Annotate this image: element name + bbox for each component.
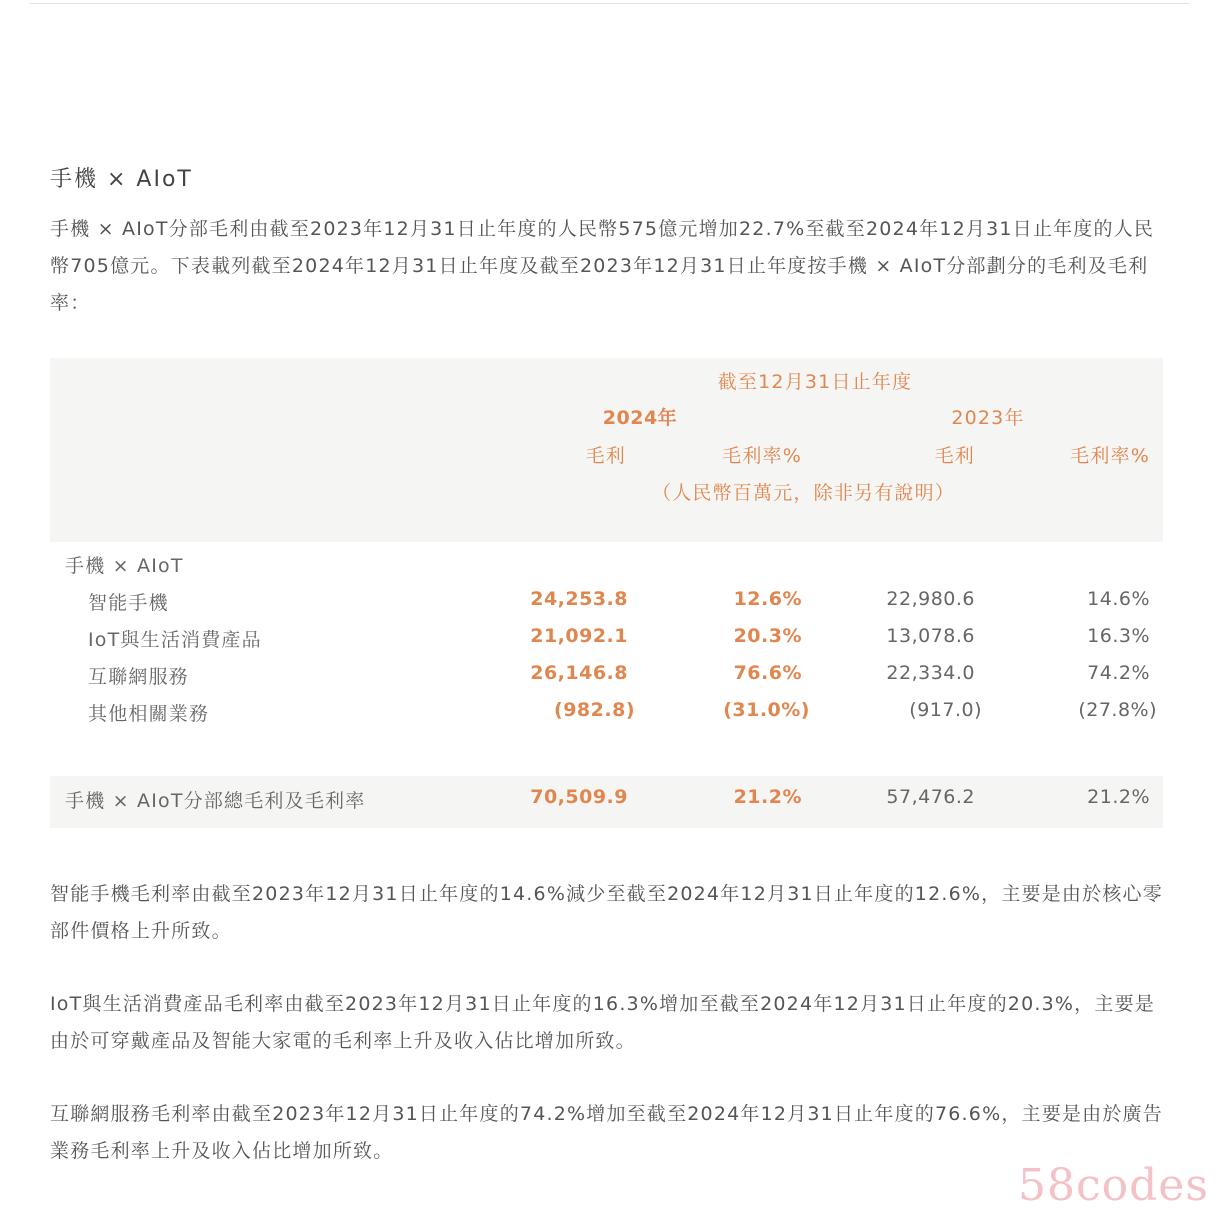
col-gross-margin-2024: 毛利率%	[722, 445, 802, 467]
internet-margin-paragraph: 互聯網服務毛利率由截至2023年12月31日止年度的74.2%增加至截至2024年12月31日止年度的76.6%，主要是由於廣告業務毛利率上升及收入佔比增加所致。	[50, 1103, 1163, 1162]
iot-margin-paragraph: IoT與生活消費產品毛利率由截至2023年12月31日止年度的16.3%增加至截至2024年12月31日止年度的20.3%，主要是由於可穿戴產品及智能大家電的毛利率上升及收入佔比增加所致。	[50, 993, 1155, 1052]
row-gp2024-iot: 21,092.1	[530, 625, 628, 647]
row-label-other: 其他相關業務	[88, 703, 210, 725]
year-2024-header: 2024年	[602, 407, 678, 429]
period-header: 截至12月31日止年度	[717, 371, 913, 393]
row-gp2023-other: (917.0)	[909, 699, 982, 721]
row-gm2023-other: (27.8%)	[1078, 699, 1157, 721]
row-gp2023-internet: 22,334.0	[886, 662, 975, 684]
col-gross-margin-2023: 毛利率%	[1070, 445, 1150, 467]
year-2023-header: 2023年	[951, 407, 1025, 429]
row-gp2024-other: (982.8)	[554, 699, 635, 721]
group-label: 手機 × AIoT	[65, 555, 184, 577]
section-title: 手機 × AIoT	[50, 167, 193, 192]
row-gm2024-other: (31.0%)	[723, 699, 810, 721]
smartphone-margin-paragraph: 智能手機毛利率由截至2023年12月31日止年度的14.6%減少至截至2024年12月31日止年度的12.6%，主要是由於核心零部件價格上升所致。	[50, 883, 1163, 942]
total-label: 手機 × AIoT分部總毛利及毛利率	[65, 790, 366, 812]
intro-paragraph: 手機 × AIoT分部毛利由截至2023年12月31日止年度的人民幣575億元增加22.7%至截至2024年12月31日止年度的人民幣705億元。下表載列截至2024年12月31日止年度及截至2023年12月31日止年度按手機 × AIoT分部劃分的毛利及毛利率：	[50, 218, 1155, 314]
total-gm2024: 21.2%	[733, 786, 802, 808]
row-gp2024-smartphone: 24,253.8	[530, 588, 628, 610]
col-gross-profit-2023: 毛利	[934, 445, 975, 467]
row-label-iot: IoT與生活消費產品	[88, 629, 262, 651]
row-gm2024-internet: 76.6%	[733, 662, 802, 684]
row-gm2023-iot: 16.3%	[1087, 625, 1150, 647]
total-gp2023: 57,476.2	[886, 786, 975, 808]
unit-note: （人民幣百萬元，除非另有說明）	[652, 482, 956, 504]
row-gp2024-internet: 26,146.8	[530, 662, 628, 684]
total-gp2024: 70,509.9	[530, 786, 628, 808]
total-gm2023: 21.2%	[1087, 786, 1150, 808]
row-gm2023-internet: 74.2%	[1087, 662, 1150, 684]
row-gp2023-smartphone: 22,980.6	[886, 588, 975, 610]
row-gm2024-iot: 20.3%	[733, 625, 802, 647]
watermark-logo: 58codes	[1018, 1160, 1209, 1211]
row-label-internet: 互聯網服務	[88, 666, 190, 688]
row-label-smartphone: 智能手機	[88, 592, 169, 614]
row-gp2023-iot: 13,078.6	[886, 625, 975, 647]
row-gm2023-smartphone: 14.6%	[1087, 588, 1150, 610]
col-gross-profit-2024: 毛利	[585, 445, 626, 467]
top-divider	[30, 0, 1190, 4]
row-gm2024-smartphone: 12.6%	[733, 588, 802, 610]
